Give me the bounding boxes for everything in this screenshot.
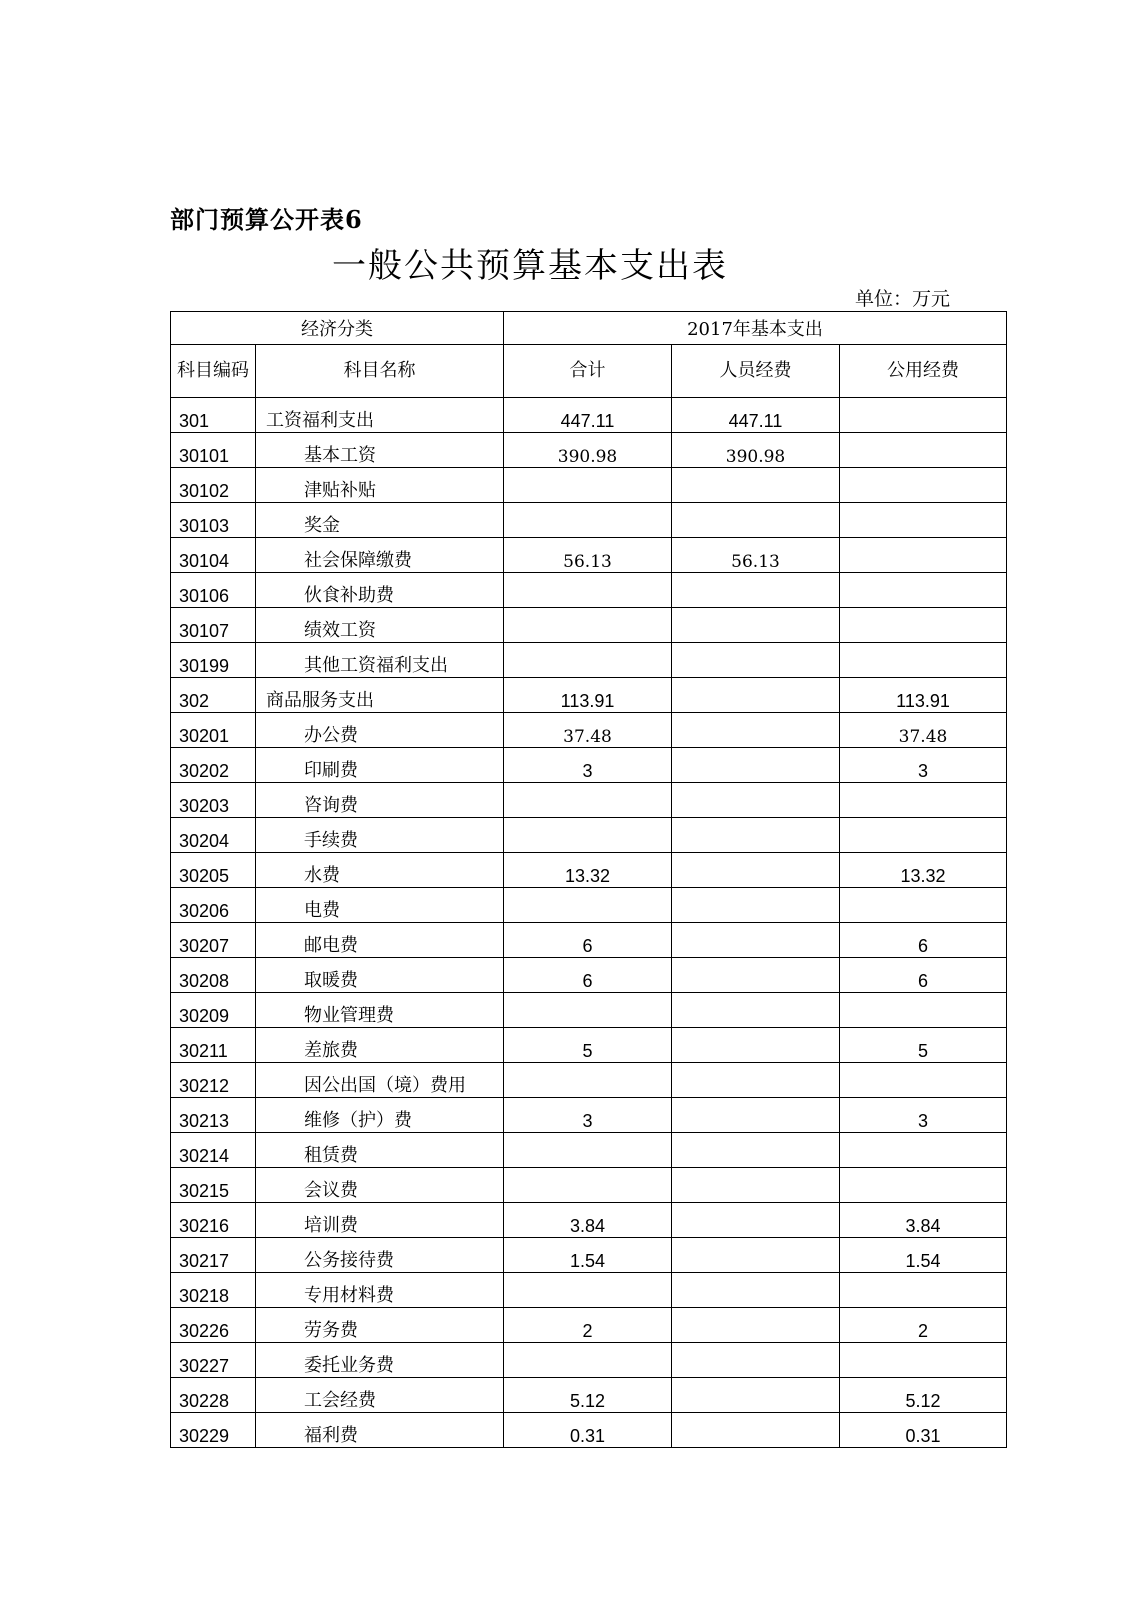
row-code: 30207 (171, 923, 256, 958)
row-code: 30204 (171, 818, 256, 853)
row-code: 30199 (171, 643, 256, 678)
row-personnel (672, 608, 840, 643)
row-public (840, 503, 1007, 538)
table-row (171, 1343, 1007, 1378)
row-public (840, 433, 1007, 468)
row-name: 手续费 (256, 818, 504, 853)
row-personnel: 56.13 (672, 538, 840, 573)
row-total (504, 1063, 672, 1098)
table-row (171, 1413, 1007, 1448)
row-total (504, 573, 672, 608)
row-total (504, 993, 672, 1028)
row-total: 3.84 (504, 1203, 672, 1238)
row-code: 30106 (171, 573, 256, 608)
economic-classification-header: 经济分类 (171, 312, 504, 345)
row-public: 6 (840, 923, 1007, 958)
row-name: 培训费 (256, 1203, 504, 1238)
row-name: 差旅费 (256, 1028, 504, 1063)
row-name: 因公出国（境）费用 (256, 1063, 504, 1098)
row-code: 30211 (171, 1028, 256, 1063)
column-header-total: 合计 (504, 345, 672, 398)
row-code: 30209 (171, 993, 256, 1028)
row-name: 物业管理费 (256, 993, 504, 1028)
table-row (171, 748, 1007, 783)
row-name: 奖金 (256, 503, 504, 538)
row-public: 1.54 (840, 1238, 1007, 1273)
unit-label: 单位：万元 (855, 288, 951, 310)
row-name: 工资福利支出 (256, 398, 504, 433)
row-code: 30212 (171, 1063, 256, 1098)
row-personnel (672, 1378, 840, 1413)
column-header-code: 科目编码 (171, 345, 256, 398)
table-row (171, 433, 1007, 468)
row-personnel (672, 993, 840, 1028)
row-total (504, 1168, 672, 1203)
row-code: 30202 (171, 748, 256, 783)
row-total (504, 503, 672, 538)
row-personnel (672, 818, 840, 853)
row-total (504, 468, 672, 503)
row-personnel (672, 1098, 840, 1133)
row-personnel (672, 1273, 840, 1308)
row-name: 委托业务费 (256, 1343, 504, 1378)
row-code: 30216 (171, 1203, 256, 1238)
row-personnel (672, 1343, 840, 1378)
row-total: 13.32 (504, 853, 672, 888)
table-row (171, 643, 1007, 678)
row-public (840, 1168, 1007, 1203)
row-name: 基本工资 (256, 433, 504, 468)
row-code: 30213 (171, 1098, 256, 1133)
row-personnel (672, 1238, 840, 1273)
table-body (171, 398, 1007, 1448)
row-personnel (672, 503, 840, 538)
table-row (171, 678, 1007, 713)
row-public: 3 (840, 1098, 1007, 1133)
table-row (171, 1168, 1007, 1203)
row-public (840, 573, 1007, 608)
row-name: 邮电费 (256, 923, 504, 958)
row-total: 1.54 (504, 1238, 672, 1273)
row-name: 咨询费 (256, 783, 504, 818)
row-code: 30203 (171, 783, 256, 818)
column-header-name: 科目名称 (256, 345, 504, 398)
table-row (171, 1203, 1007, 1238)
column-header-personnel: 人员经费 (672, 345, 840, 398)
row-personnel (672, 958, 840, 993)
table-row (171, 1238, 1007, 1273)
row-total (504, 1133, 672, 1168)
row-code: 30208 (171, 958, 256, 993)
table-row (171, 573, 1007, 608)
table-row (171, 853, 1007, 888)
row-public (840, 1063, 1007, 1098)
row-name: 专用材料费 (256, 1273, 504, 1308)
table-row (171, 538, 1007, 573)
row-code: 30107 (171, 608, 256, 643)
row-personnel (672, 713, 840, 748)
row-name: 绩效工资 (256, 608, 504, 643)
table-row (171, 1273, 1007, 1308)
budget-table (170, 311, 1007, 1448)
row-public: 5 (840, 1028, 1007, 1063)
row-total: 56.13 (504, 538, 672, 573)
row-total: 6 (504, 958, 672, 993)
row-personnel (672, 1168, 840, 1203)
row-code: 30227 (171, 1343, 256, 1378)
row-name: 商品服务支出 (256, 678, 504, 713)
row-code: 30226 (171, 1308, 256, 1343)
row-code: 30206 (171, 888, 256, 923)
row-name: 维修（护）费 (256, 1098, 504, 1133)
row-public: 3 (840, 748, 1007, 783)
row-personnel (672, 573, 840, 608)
row-code: 30229 (171, 1413, 256, 1448)
row-code: 30218 (171, 1273, 256, 1308)
basic-expenditure-header: 2017年基本支出 (504, 312, 1007, 345)
document-label: 部门预算公开表6 (170, 205, 363, 234)
row-name: 劳务费 (256, 1308, 504, 1343)
row-total (504, 608, 672, 643)
table-row (171, 503, 1007, 538)
table-row (171, 398, 1007, 433)
row-total (504, 783, 672, 818)
row-name: 社会保障缴费 (256, 538, 504, 573)
row-total (504, 818, 672, 853)
row-name: 津贴补贴 (256, 468, 504, 503)
table-row (171, 923, 1007, 958)
row-code: 302 (171, 678, 256, 713)
row-public: 5.12 (840, 1378, 1007, 1413)
row-name: 办公费 (256, 713, 504, 748)
table-row (171, 1133, 1007, 1168)
table-row (171, 958, 1007, 993)
table-row (171, 783, 1007, 818)
row-public (840, 468, 1007, 503)
row-name: 福利费 (256, 1413, 504, 1448)
page-title: 一般公共预算基本支出表 (332, 246, 728, 286)
row-public: 2 (840, 1308, 1007, 1343)
row-name: 取暖费 (256, 958, 504, 993)
table-row (171, 1098, 1007, 1133)
row-public (840, 783, 1007, 818)
table-row (171, 818, 1007, 853)
row-code: 30228 (171, 1378, 256, 1413)
row-name: 工会经费 (256, 1378, 504, 1413)
row-code: 30104 (171, 538, 256, 573)
row-public (840, 1273, 1007, 1308)
row-personnel (672, 1063, 840, 1098)
row-public: 13.32 (840, 853, 1007, 888)
row-public: 0.31 (840, 1413, 1007, 1448)
row-personnel (672, 678, 840, 713)
row-total (504, 1273, 672, 1308)
row-total (504, 643, 672, 678)
row-total: 5.12 (504, 1378, 672, 1413)
row-personnel (672, 468, 840, 503)
table-row (171, 888, 1007, 923)
row-public (840, 1133, 1007, 1168)
row-public (840, 1343, 1007, 1378)
row-personnel (672, 1203, 840, 1238)
row-name: 公务接待费 (256, 1238, 504, 1273)
row-name: 租赁费 (256, 1133, 504, 1168)
row-public: 37.48 (840, 713, 1007, 748)
row-public: 113.91 (840, 678, 1007, 713)
row-total: 113.91 (504, 678, 672, 713)
row-code: 30217 (171, 1238, 256, 1273)
row-personnel (672, 1413, 840, 1448)
row-personnel (672, 1028, 840, 1063)
row-code: 30205 (171, 853, 256, 888)
table-row (171, 1308, 1007, 1343)
row-code: 30102 (171, 468, 256, 503)
row-personnel: 390.98 (672, 433, 840, 468)
row-total (504, 1343, 672, 1378)
row-total: 3 (504, 1098, 672, 1133)
table-row (171, 713, 1007, 748)
table-row (171, 1378, 1007, 1413)
row-total: 3 (504, 748, 672, 783)
table-row (171, 1028, 1007, 1063)
row-total: 6 (504, 923, 672, 958)
row-personnel (672, 853, 840, 888)
row-total (504, 888, 672, 923)
table-row (171, 993, 1007, 1028)
row-public: 6 (840, 958, 1007, 993)
row-name: 会议费 (256, 1168, 504, 1203)
row-public (840, 538, 1007, 573)
row-personnel (672, 1308, 840, 1343)
row-personnel (672, 748, 840, 783)
row-name: 水费 (256, 853, 504, 888)
row-total: 447.11 (504, 398, 672, 433)
row-public (840, 818, 1007, 853)
row-code: 30103 (171, 503, 256, 538)
row-total: 5 (504, 1028, 672, 1063)
row-public (840, 398, 1007, 433)
row-name: 印刷费 (256, 748, 504, 783)
row-personnel (672, 643, 840, 678)
table-row (171, 468, 1007, 503)
row-code: 30201 (171, 713, 256, 748)
row-total: 390.98 (504, 433, 672, 468)
table-row (171, 1063, 1007, 1098)
row-name: 其他工资福利支出 (256, 643, 504, 678)
row-total: 0.31 (504, 1413, 672, 1448)
row-total: 37.48 (504, 713, 672, 748)
row-code: 30101 (171, 433, 256, 468)
row-code: 30214 (171, 1133, 256, 1168)
row-total: 2 (504, 1308, 672, 1343)
row-name: 伙食补助费 (256, 573, 504, 608)
row-personnel (672, 923, 840, 958)
row-personnel: 447.11 (672, 398, 840, 433)
row-public (840, 643, 1007, 678)
column-header-public: 公用经费 (840, 345, 1007, 398)
table-row (171, 608, 1007, 643)
row-name: 电费 (256, 888, 504, 923)
row-personnel (672, 888, 840, 923)
row-public (840, 993, 1007, 1028)
row-public (840, 608, 1007, 643)
row-public: 3.84 (840, 1203, 1007, 1238)
row-personnel (672, 783, 840, 818)
row-code: 301 (171, 398, 256, 433)
row-code: 30215 (171, 1168, 256, 1203)
row-personnel (672, 1133, 840, 1168)
row-public (840, 888, 1007, 923)
